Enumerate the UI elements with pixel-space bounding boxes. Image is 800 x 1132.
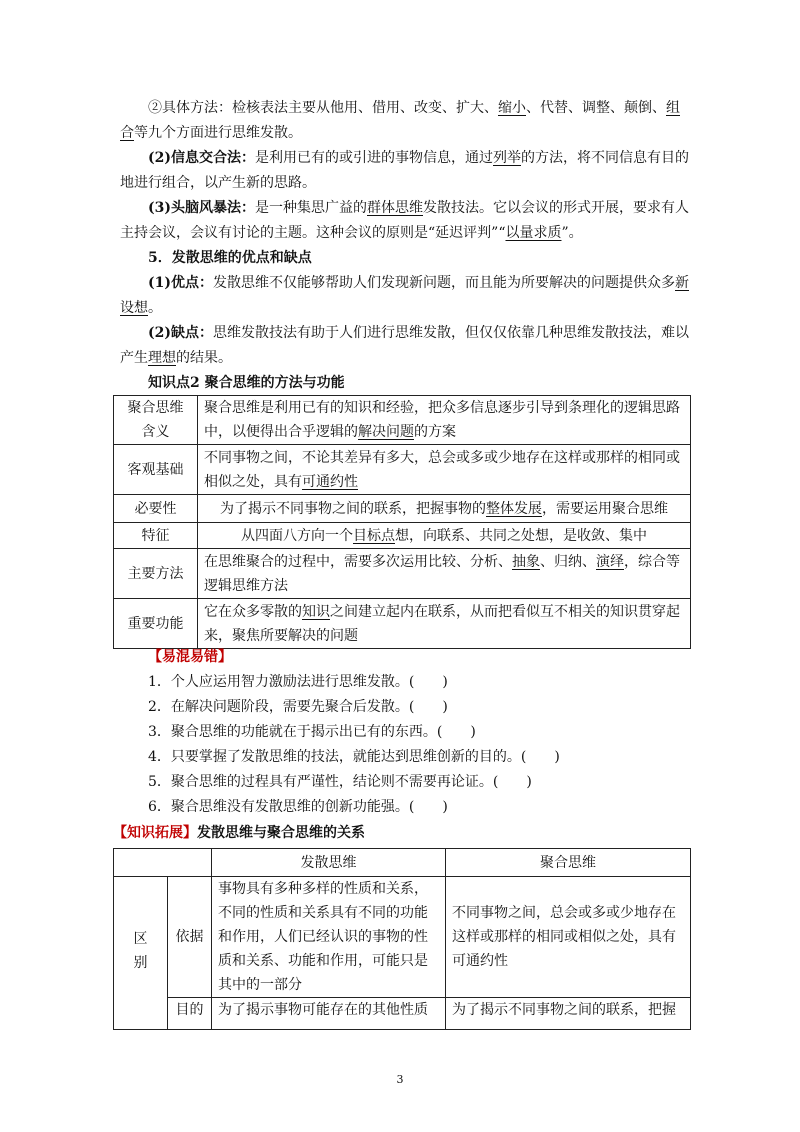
row-value: 从四面八方向一个目标点想，向联系、共同之处想，是收敛、集中 [198, 523, 691, 549]
para-pros: (1)优点：发散思维不仅能够帮助人们发现新问题，而且能为所要解决的问题提供众多新设想。 [120, 275, 689, 316]
table-row [114, 445, 691, 495]
row-key: 客观基础 [114, 445, 198, 495]
para-info-crossing: (2)信息交合法：是利用已有的或引进的事物信息，通过列举的方法，将不同信息有目的地进行组合，以产生新的思路。 [120, 150, 689, 191]
group-label-difference: 区 别 [114, 877, 168, 1030]
relation-table [113, 848, 691, 1030]
header-divergent: 发散思维 [212, 849, 446, 877]
cell-divergent-purpose: 为了揭示事物可能存在的其他性质 [212, 998, 446, 1030]
row-value: 为了揭示不同事物之间的联系，把握事物的整体发展，需要运用聚合思维 [198, 495, 691, 523]
convergent-thinking-table [113, 395, 691, 649]
heading-pros-cons: 5．发散思维的优点和缺点 [148, 250, 312, 266]
confuse-title: 【易混易错】 [148, 649, 232, 665]
row-key-basis: 依据 [168, 877, 212, 998]
question-item: 2．在解决问题阶段，需要先聚合后发散。( ) [148, 699, 448, 715]
question-item: 5．聚合思维的过程具有严谨性，结论则不需要再论证。( ) [148, 774, 532, 790]
table-row [114, 877, 691, 998]
row-key-purpose: 目的 [168, 998, 212, 1030]
table-row [114, 495, 691, 523]
table-row [114, 998, 691, 1030]
table-row [114, 396, 691, 445]
header-convergent: 聚合思维 [446, 849, 691, 877]
table-row [114, 549, 691, 599]
row-key: 特征 [114, 523, 198, 549]
para-cons: (2)缺点：思维发散技法有助于人们进行思维发散，但仅仅依靠几种思维发散技法，难以产生理想的结果。 [120, 325, 689, 366]
question-item: 1．个人应运用智力激励法进行思维发散。( ) [148, 674, 448, 690]
row-value: 在思维聚合的过程中，需要多次运用比较、分析、抽象、归纳、演绎，综合等逻辑思维方法 [198, 549, 691, 599]
para-specific-method: ②具体方法：检核表法主要从他用、借用、改变、扩大、缩小、代替、调整、颠倒、组合等九个方面进行思维发散。 [120, 100, 680, 141]
cell-convergent-purpose: 为了揭示不同事物之间的联系，把握 [446, 998, 691, 1030]
question-item: 3．聚合思维的功能就在于揭示出已有的东西。( ) [148, 724, 476, 740]
cell-divergent-basis: 事物具有多种多样的性质和关系，不同的性质和关系具有不同的功能和作用，人们已经认识的事物的性质和关系、功能和作用，可能只是其中的一部分 [212, 877, 446, 998]
row-key: 必要性 [114, 495, 198, 523]
table-header-row [114, 849, 691, 877]
row-key: 聚合思维 含义 [114, 396, 198, 445]
row-value: 聚合思维是利用已有的知识和经验，把众多信息逐步引导到条理化的逻辑思路中，以便得出合乎逻辑的解决问题的方案 [198, 396, 691, 445]
row-key: 主要方法 [114, 549, 198, 599]
heading-knowledge-point-2: 知识点2 聚合思维的方法与功能 [148, 375, 345, 391]
question-item: 6．聚合思维没有发散思维的创新功能强。( ) [148, 799, 448, 815]
para-brainstorm: (3)头脑风暴法：是一种集思广益的群体思维发散技法。它以会议的形式开展，要求有人主持会议，会议有讨论的主题。这种会议的原则是“延迟评判”“以量求质”。 [120, 200, 689, 241]
row-value: 不同事物之间，不论其差异有多大，总会或多或少地存在这样或那样的相同或相似之处，具有可通约性 [198, 445, 691, 495]
table-row [114, 523, 691, 549]
row-value: 它在众多零散的知识之间建立起内在联系，从而把看似互不相关的知识贯穿起来，聚焦所要解决的问题 [198, 599, 691, 649]
knowledge-extension-title: 【知识拓展】发散思维与聚合思维的关系 [113, 825, 365, 841]
table-row [114, 599, 691, 649]
page-number: 3 [396, 1073, 404, 1086]
cell-convergent-basis: 不同事物之间，总会或多或少地存在这样或那样的相同或相似之处，具有可通约性 [446, 877, 691, 998]
row-key: 重要功能 [114, 599, 198, 649]
question-item: 4．只要掌握了发散思维的技法，就能达到思维创新的目的。( ) [148, 749, 560, 765]
